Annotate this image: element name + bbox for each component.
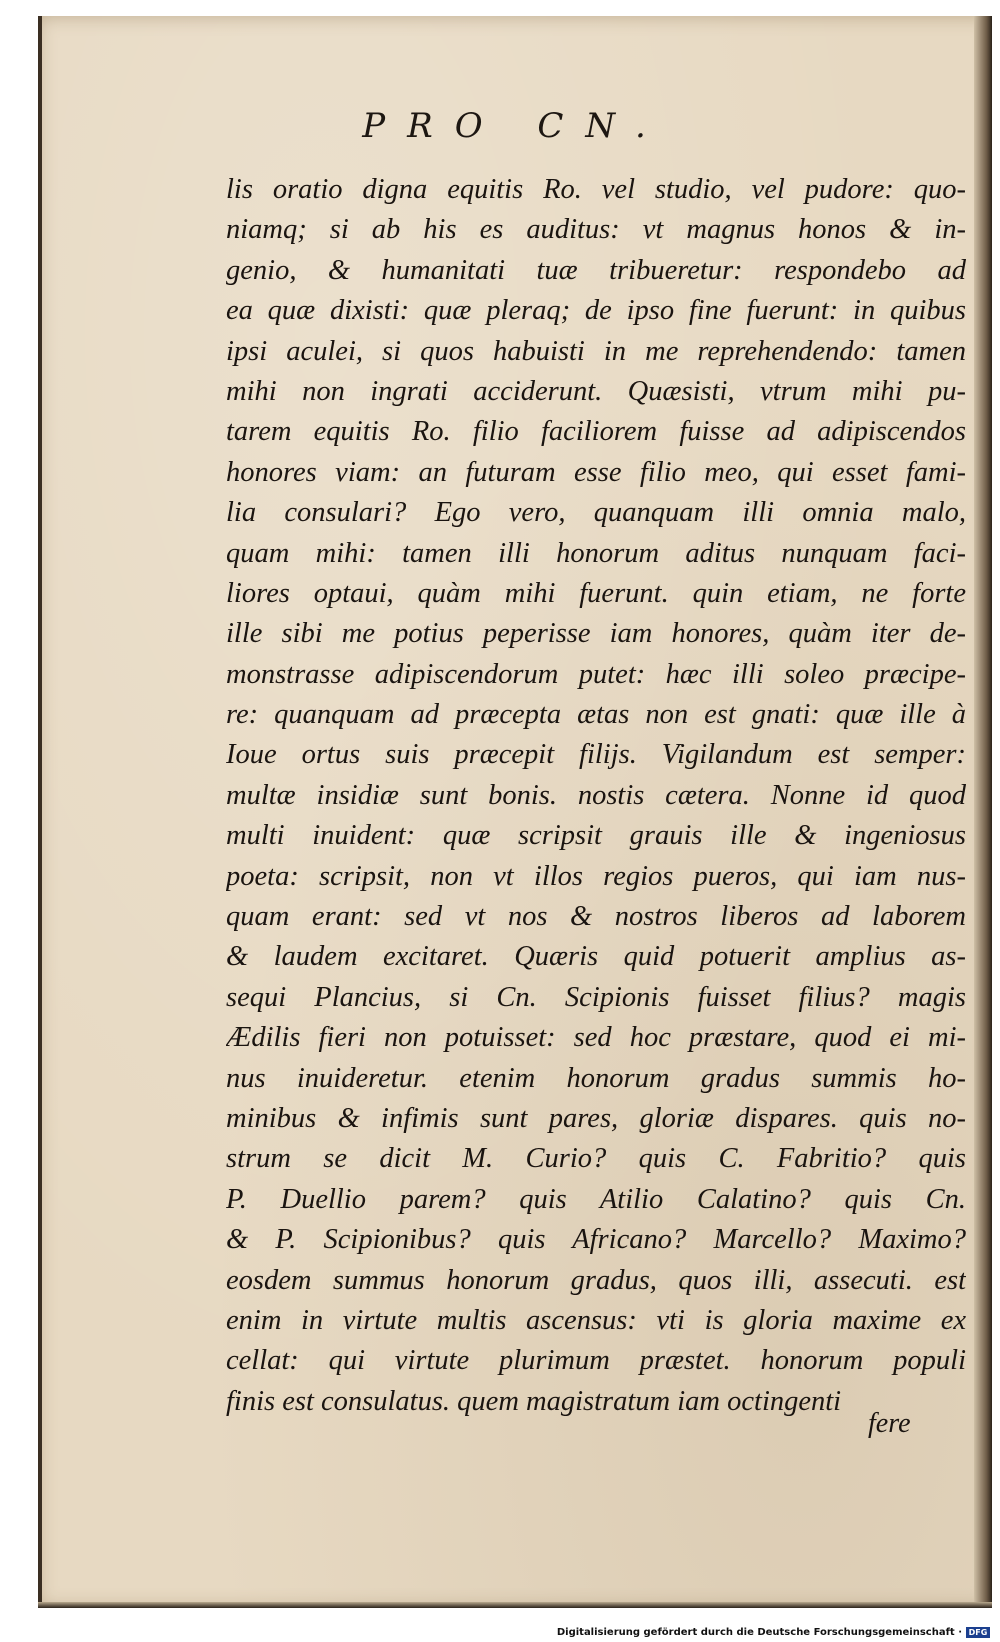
page-right-edge: [974, 16, 992, 1608]
text-line: multæ insidiæ sunt bonis. nostis cætera. Nonne id quod: [226, 779, 966, 811]
text-line: Ædilis fieri non potuisset: sed hoc præstare, quod ei mi-: [226, 1022, 966, 1054]
text-line: Ioue ortus suis præcepit filijs. Vigilandum est semper:: [226, 739, 966, 771]
text-line: ea quæ dixisti: quæ pleraq; de ipso fine fuerunt: in quibus: [226, 295, 966, 327]
text-line: honores viam: an futuram esse filio meo, qui esset fami-: [226, 456, 966, 488]
text-line: poeta: scripsit, non vt illos regios pueros, qui iam nus-: [226, 860, 966, 892]
text-line: genio, & humanitati tuæ tribueretur: respondebo ad: [226, 254, 966, 286]
text-line: re: quanquam ad præcepta ætas non est gnati: quæ ille à: [226, 699, 966, 731]
digitization-credit: [557, 1627, 990, 1638]
text-line: eosdem summus honorum gradus, quos illi, assecuti. est: [226, 1264, 966, 1296]
body-text: [226, 170, 966, 1422]
text-line: multi inuident: quæ scripsit grauis ille & ingeniosus: [226, 820, 966, 852]
text-line: quam mihi: tamen illi honorum aditus nunquam faci-: [226, 537, 966, 569]
credit-text: Digitalisierung gefördert durch die Deutsche Forschungsgemeinschaft ·: [556, 1627, 962, 1638]
text-line: & P. Scipionibus? quis Africano? Marcello? Maximo?: [226, 1224, 966, 1256]
text-line: ipsi aculei, si quos habuisti in me reprehendendo: tamen: [226, 335, 966, 367]
text-line: & laudem excitaret. Quæris quid potuerit amplius as-: [226, 941, 966, 973]
text-line: sequi Plancius, si Cn. Scipionis fuisset filius? magis: [226, 981, 966, 1013]
text-line: tarem equitis Ro. filio faciliorem fuisse ad adipiscendos: [226, 416, 966, 448]
text-line: enim in virtute multis ascensus: vti is gloria maxime ex: [226, 1304, 966, 1336]
text-line: monstrasse adipiscendorum putet: hæc illi soleo præcipe-: [226, 658, 966, 690]
text-line: finis est consulatus. quem magistratum iam octingenti: [226, 1385, 842, 1417]
running-head: PRO CN.: [362, 106, 668, 146]
dfg-logo-icon: DFG: [966, 1627, 990, 1638]
text-line: mihi non ingrati acciderunt. Quæsisti, vtrum mihi pu-: [226, 375, 966, 407]
catchword: fere: [868, 1408, 911, 1439]
text-line: strum se dicit M. Curio? quis C. Fabritio? quis: [226, 1143, 966, 1175]
page-left-edge: [38, 16, 42, 1608]
text-line: P. Duellio parem? quis Atilio Calatino? quis Cn.: [226, 1183, 966, 1215]
book-page: [38, 16, 992, 1608]
text-line: nus inuideretur. etenim honorum gradus summis ho-: [226, 1062, 966, 1094]
text-line: ille sibi me potius peperisse iam honores, quàm iter de-: [226, 618, 966, 650]
text-line: lia consulari? Ego vero, quanquam illi omnia malo,: [226, 497, 966, 529]
page-bottom-edge: [38, 1602, 992, 1608]
text-line: quam erant: sed vt nos & nostros liberos ad laborem: [226, 901, 966, 933]
text-line: niamq; si ab his es auditus: vt magnus honos & in-: [226, 214, 966, 246]
text-line: lis oratio digna equitis Ro. vel studio, vel pudore: quo-: [226, 174, 966, 205]
text-line: liores optaui, quàm mihi fuerunt. quin etiam, ne forte: [226, 577, 966, 609]
text-line: minibus & infimis sunt pares, gloriæ dispares. quis no-: [226, 1102, 966, 1134]
text-line: cellat: qui virtute plurimum præstet. honorum populi: [226, 1345, 966, 1377]
